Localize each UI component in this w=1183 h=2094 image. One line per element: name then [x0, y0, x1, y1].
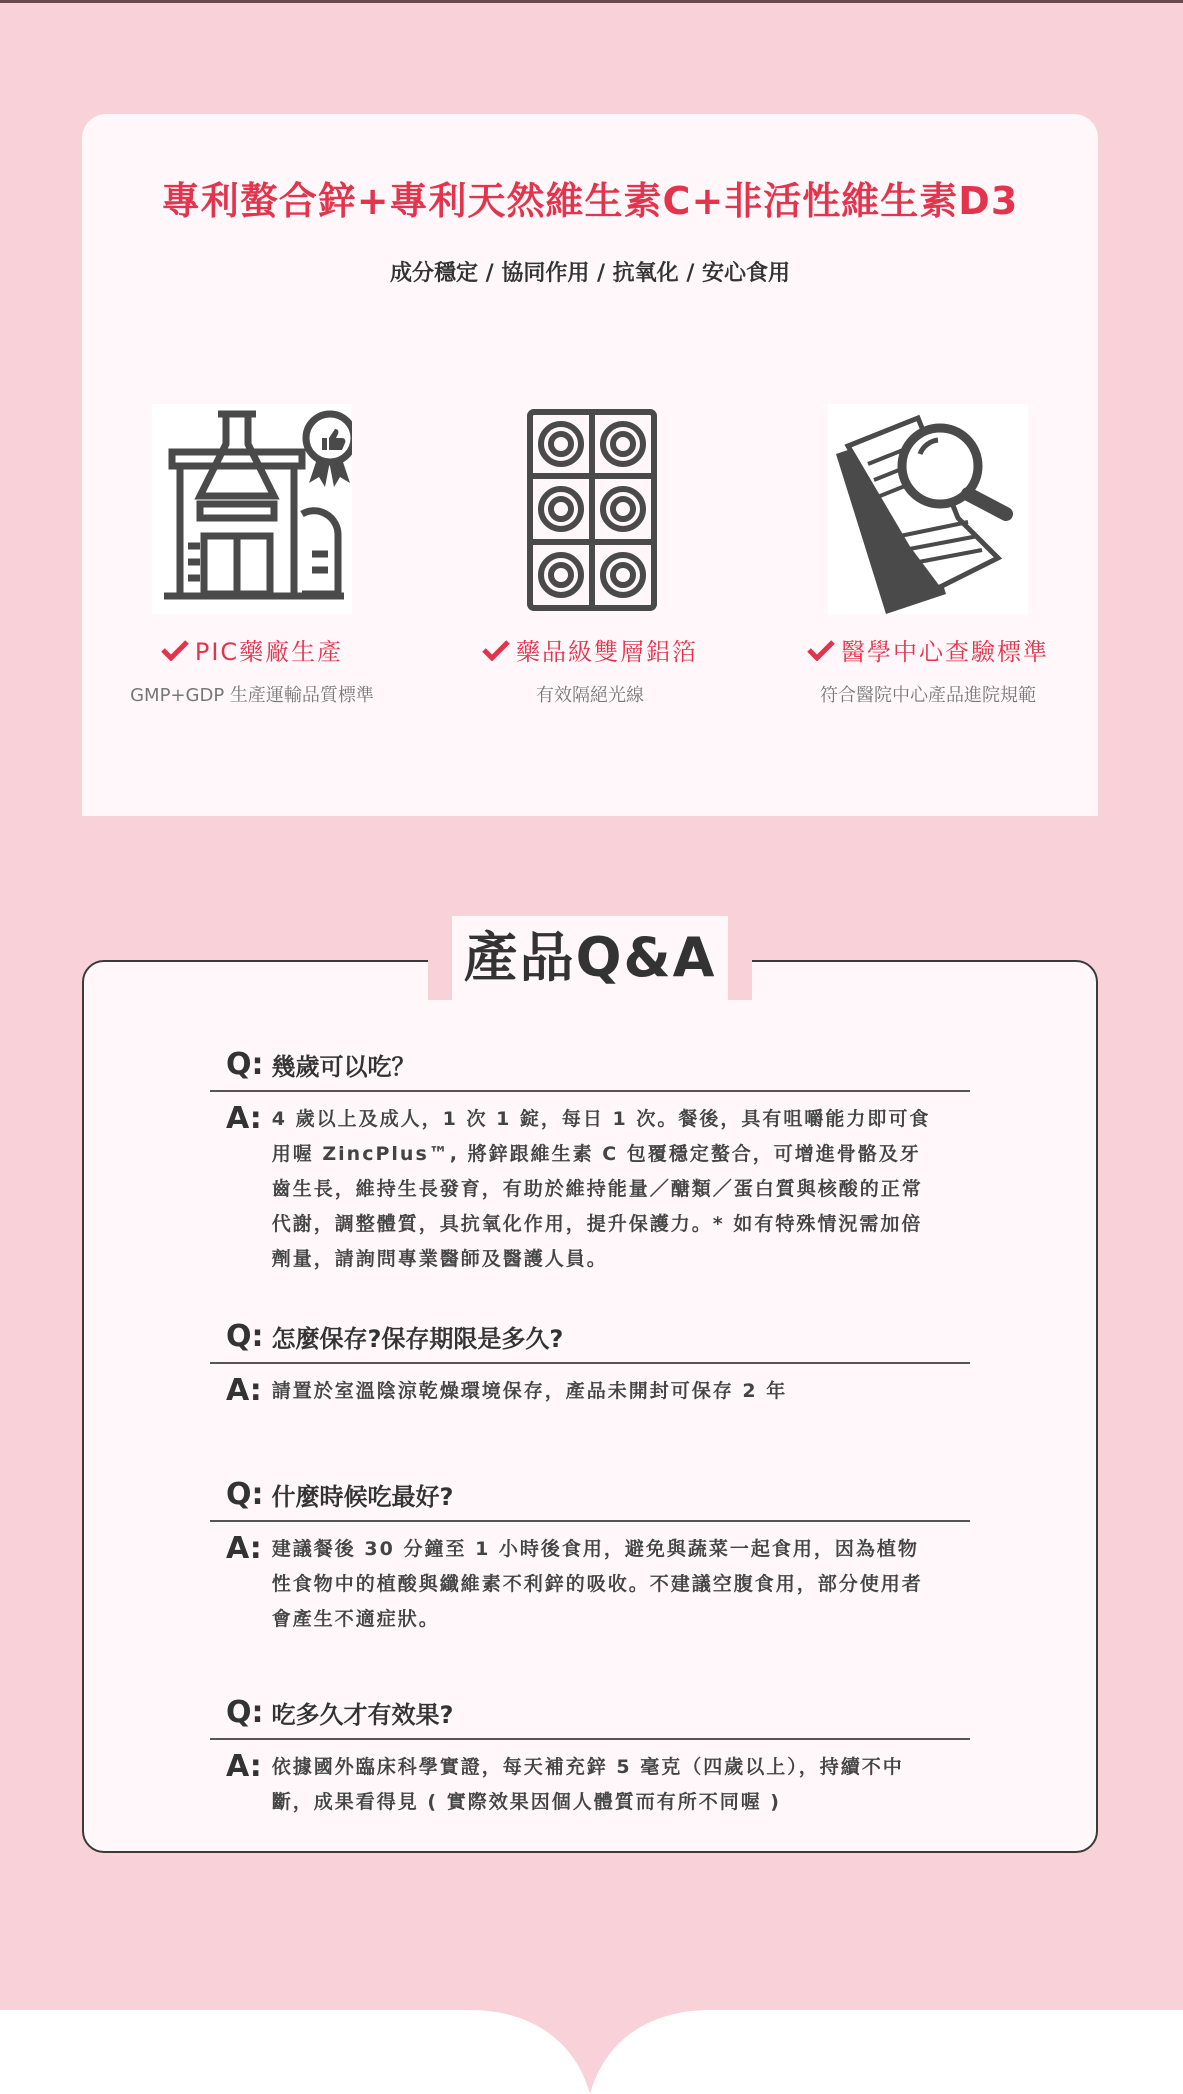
answer-row	[210, 1374, 970, 1409]
answer-label: A:	[226, 1101, 262, 1136]
pharmaceutical-factory-icon	[152, 404, 352, 614]
question-label: Q:	[226, 1318, 264, 1354]
check-icon	[161, 639, 189, 661]
feature-medical-standard	[768, 404, 1088, 707]
product-subtitle: 成分穩定 / 協同作用 / 抗氧化 / 安心食用	[389, 261, 791, 286]
answer-text: 建議餐後 30 分鐘至 1 小時後食用，避免與蔬菜一起食用，因為植物性食物中的植酸與纖維素不利鋅的吸收。不建議空腹食用，部分使用者會產生不適症狀。	[271, 1538, 923, 1630]
answer-label: A:	[226, 1749, 262, 1784]
qa-item	[210, 1314, 970, 1409]
feature-subtitle-medical-standard: 符合醫院中心產品進院規範	[820, 685, 1036, 706]
question-divider	[210, 1738, 970, 1740]
answer-text: 依據國外臨床科學實證，每天補充鋅 5 毫克（四歲以上），持續不中斷，成果看得見 ( 實際效果因個人體質而有所不同喔 )	[271, 1756, 904, 1813]
question-text: 幾歲可以吃？	[271, 1052, 416, 1081]
answer-row	[210, 1532, 970, 1637]
answer-label: A:	[226, 1531, 262, 1566]
question-text: 什麼時候吃最好?	[271, 1482, 454, 1511]
qa-item	[210, 1690, 970, 1820]
question-text: 怎麼保存?保存期限是多久?	[271, 1324, 564, 1353]
feature-pic-factory	[92, 404, 412, 707]
top-border-line	[0, 0, 1183, 3]
answer-text: 請置於室溫陰涼乾燥環境保存，產品未開封可保存 2 年	[271, 1380, 788, 1402]
qa-item	[210, 1472, 970, 1637]
answer-row	[210, 1102, 970, 1277]
answer-row	[210, 1750, 970, 1820]
question-row	[210, 1690, 970, 1734]
document-magnifier-icon	[828, 404, 1028, 614]
blister-pack-icon	[490, 404, 690, 614]
question-text: 吃多久才有效果?	[271, 1700, 454, 1729]
features-card	[82, 114, 1098, 816]
feature-subtitle-blister: 有效隔絕光線	[536, 685, 644, 706]
question-divider	[210, 1520, 970, 1522]
feature-title-pic-factory: PIC藥廠生產	[194, 638, 344, 666]
check-icon	[482, 639, 510, 661]
question-label: Q:	[226, 1476, 264, 1512]
question-row	[210, 1042, 970, 1086]
feature-title-medical-standard: 醫學中心查驗標準	[841, 638, 1049, 666]
feature-subtitle-pic-factory: GMP+GDP 生產運輸品質標準	[130, 685, 374, 706]
question-label: Q:	[226, 1694, 264, 1730]
qa-item	[210, 1042, 970, 1277]
question-label: Q:	[226, 1046, 264, 1082]
feature-title-blister: 藥品級雙層鋁箔	[516, 638, 698, 666]
question-row	[210, 1472, 970, 1516]
product-title: 專利螯合鋅+專利天然維生素C+非活性維生素D3	[161, 179, 1019, 223]
check-icon	[807, 639, 835, 661]
question-row	[210, 1314, 970, 1358]
answer-label: A:	[226, 1373, 262, 1408]
question-divider	[210, 1090, 970, 1092]
question-divider	[210, 1362, 970, 1364]
qa-heading: 產品Q&A	[428, 916, 752, 1000]
answer-text: 4 歲以上及成人，1 次 1 錠，每日 1 次。餐後，具有咀嚼能力即可食用喔 ZincPlus™, 將鋅跟維生素 C 包覆穩定螯合，可增進骨骼及牙齒生長，維持生長發育，有助於維持能量／醣類／蛋白質與核酸的正常代謝，調整體質，具抗氧化作用，提升保護力。* 如有特殊情況需加倍劑量，請詢問專業醫師及醫護人員。	[271, 1108, 931, 1270]
feature-blister	[430, 404, 750, 707]
bottom-wave-divider	[0, 2010, 1183, 2094]
